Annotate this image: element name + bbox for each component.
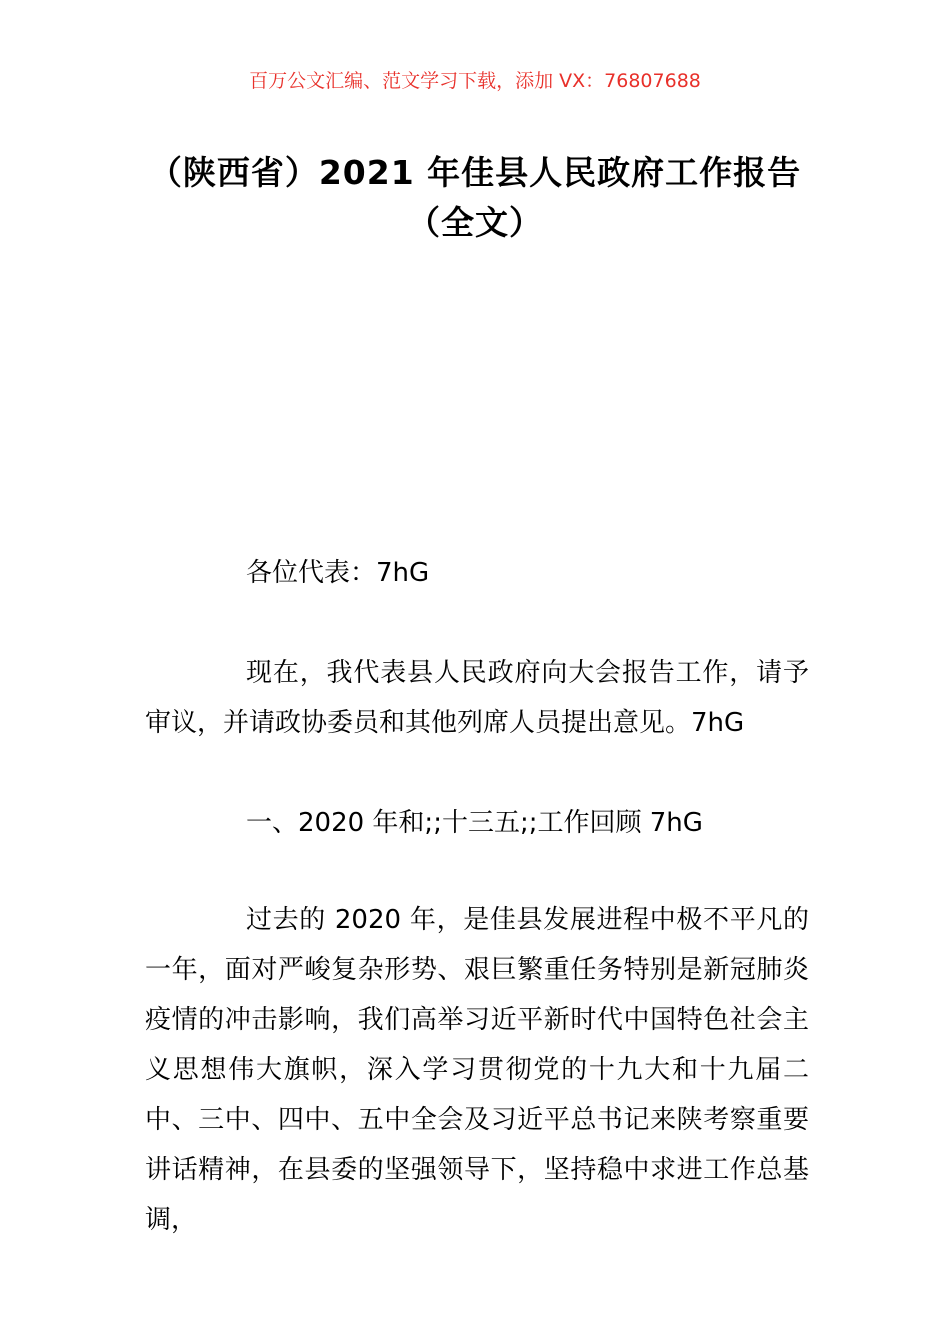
title-line-1: （陕西省）2021 年佳县人民政府工作报告: [148, 153, 802, 192]
intro-paragraph: 现在，我代表县人民政府向大会报告工作，请予审议，并请政协委员和其他列席人员提出意见。7hG: [145, 658, 809, 738]
section-heading: 一、2020 年和;;十三五;;工作回顾 7hG: [246, 808, 703, 838]
document-title: [120, 148, 830, 248]
header-watermark-note: 百万公文汇编、范文学习下载，添加 VX：76807688: [249, 70, 701, 92]
review-paragraph: 过去的 2020 年，是佳县发展进程中极不平凡的一年，面对严峻复杂形势、艰巨繁重任务特别是新冠肺炎疫情的冲击影响，我们高举习近平新时代中国特色社会主义思想伟大旗帜，深入学习贯彻党的十九大和十九届二中、三中、四中、五中全会及习近平总书记来陕考察重要讲话精神，在县委的坚强领导下，坚持稳中求进工作总基调，: [145, 905, 809, 1235]
title-line-2: （全文）: [407, 203, 543, 242]
salutation-paragraph: 各位代表：7hG: [246, 558, 430, 588]
